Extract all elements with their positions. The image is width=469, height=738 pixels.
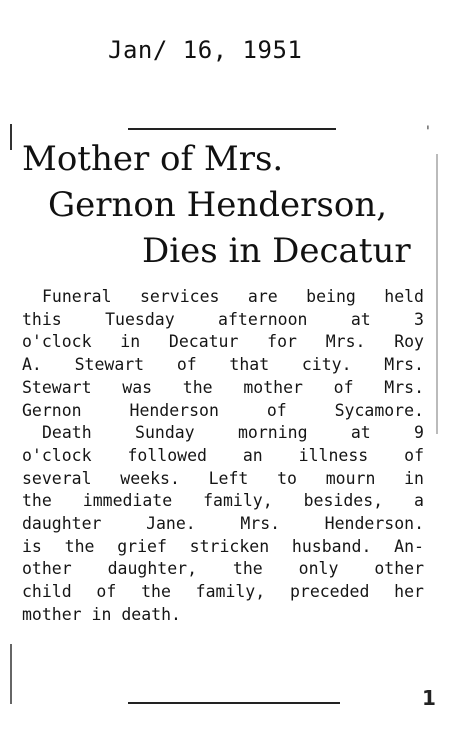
body-line: daughter Jane. Mrs. Henderson. [22,514,424,534]
edge-tick-mark: ' [426,124,430,140]
body-line: the immediate family, besides, a [22,491,424,511]
headline-line-1: Mother of Mrs. [22,139,284,179]
body-line: this Tuesday afternoon at 3 [22,309,424,329]
article-body [22,286,424,627]
headline-line-3: Dies in Decatur [142,231,411,271]
body-line: A. Stewart of that city. Mrs. [22,355,424,375]
article-headline [22,136,422,274]
clipping-edge-mark-lower [10,644,12,704]
top-rule [128,128,336,130]
column-divider [436,154,438,434]
body-line: o'clock followed an illness of [22,445,424,465]
body-line: Death Sunday morning at 9 [42,423,424,443]
body-line: several weeks. Left to mourn in [22,468,424,488]
body-line: child of the family, preceded her [22,582,424,602]
body-line: is the grief stricken husband. An- [22,536,424,556]
headline-line-2: Gernon Henderson, [48,185,388,225]
newspaper-clipping [10,124,460,724]
body-line: other daughter, the only other [22,559,424,579]
handwritten-date-stamp: Jan/ 16, 1951 [108,36,303,64]
clipping-edge-mark [10,124,12,150]
pencil-mark: 1 [422,686,436,710]
body-line: Stewart was the mother of Mrs. [22,377,424,397]
body-line: Funeral services are being held [42,287,424,306]
body-line: o'clock in Decatur for Mrs. Roy [22,332,424,352]
bottom-rule [128,702,340,704]
body-line: Gernon Henderson of Sycamore. [22,400,424,420]
body-line: mother in death. [22,604,181,624]
